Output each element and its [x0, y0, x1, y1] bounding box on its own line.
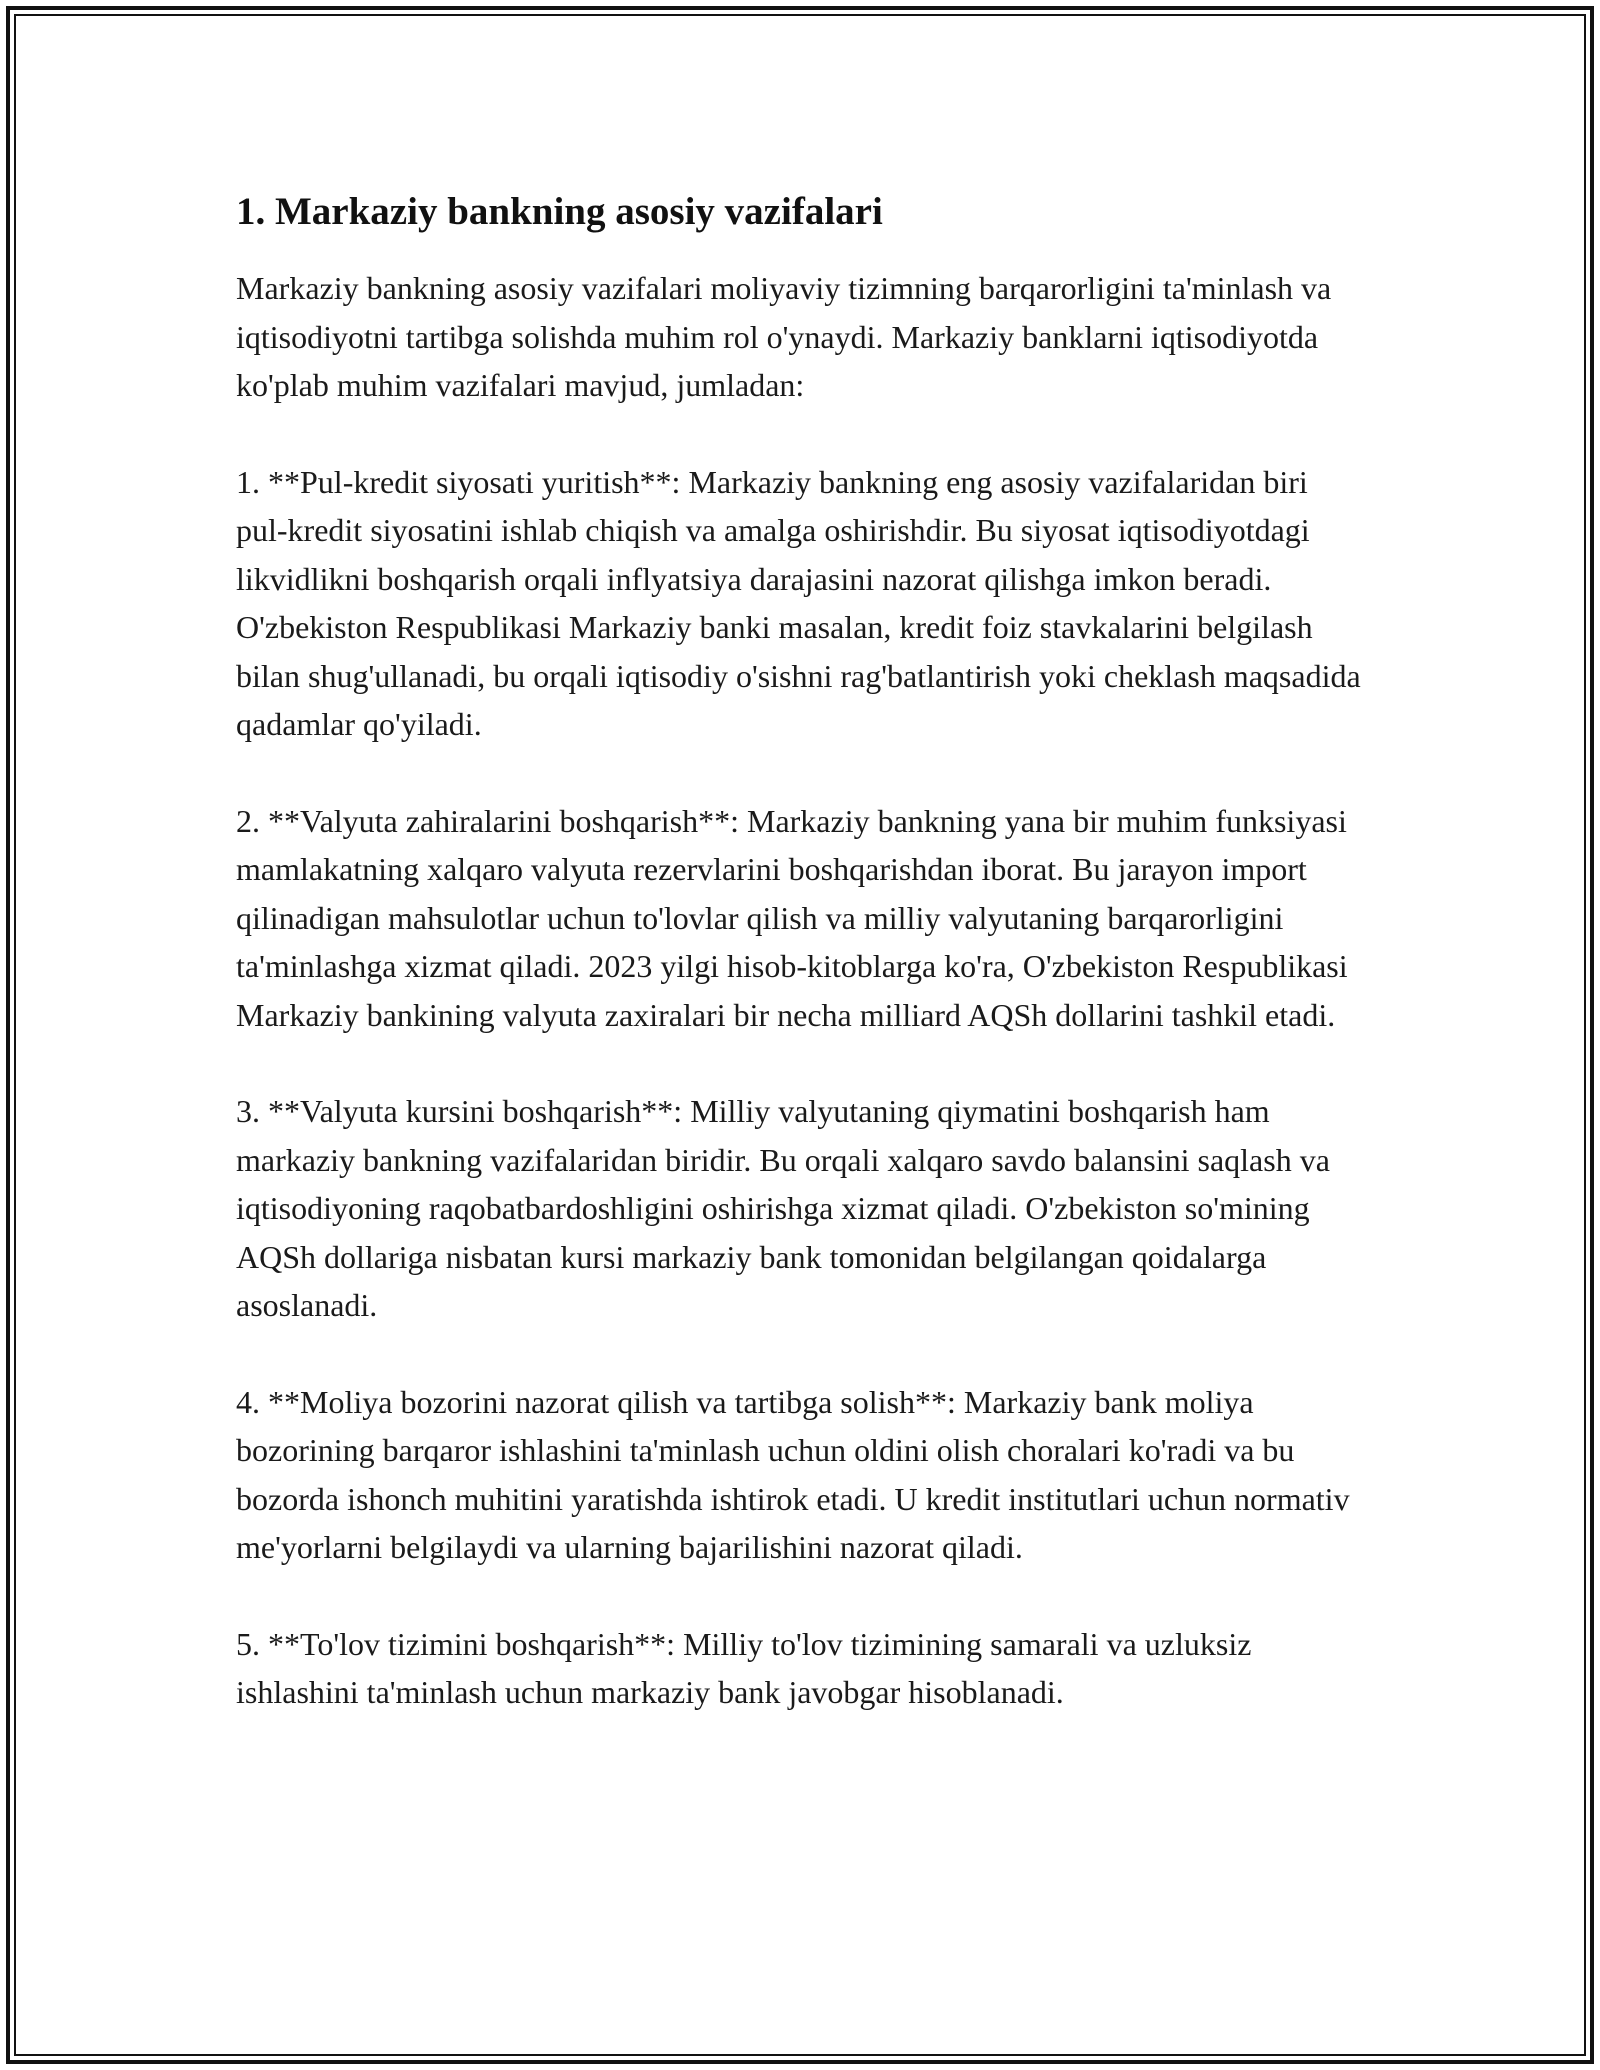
list-item-financial-market: 4. **Moliya bozorini nazorat qilish va tartibga solish**: Markaziy bank moliya bozorining barqaror ishlashini ta'minlash uchun oldini olish choralari ko'radi va bu bozorda ishonch muhitini yaratishda ishtirok etadi. U kredit institutlari uchun normativ me'yorlarni belgilaydi va ularning bajarilishini nazorat qiladi.	[236, 1383, 1350, 1565]
intro-paragraph: Markaziy bankning asosiy vazifalari moliyaviy tizimning barqarorligini ta'minlash va iqtisodiyotni tartibga solishda muhim rol o'ynaydi. Markaziy banklarni iqtisodiyotda ko'plab muhim vazifalari mavjud, jumladan:	[236, 270, 1332, 403]
list-item-payment-system: 5. **To'lov tizimini boshqarish**: Milliy to'lov tizimining samarali va uzluksiz ishlashini ta'minlash uchun markaziy bank javobgar hisoblanadi.	[236, 1625, 1252, 1710]
section-heading: 1. Markaziy bankning asosiy vazifalari	[236, 190, 883, 233]
document-body	[236, 186, 1366, 1765]
list-item-currency-reserves: 2. **Valyuta zahiralarini boshqarish**: Markaziy bankning yana bir muhim funksiyasi mamlakatning xalqaro valyuta rezervlarini boshqarishdan iborat. Bu jarayon import qilinadigan mahsulotlar uchun to'lovlar qilish va milliy valyutaning barqarorligini ta'minlashga xizmat qiladi. 2023 yilgi hisob-kitoblarga ko'ra, O'zbekiston Respublikasi Markaziy bankining valyuta zaxiralari bir necha milliard AQSh dollarini tashkil etadi.	[236, 802, 1348, 1033]
list-item-monetary-policy: 1. **Pul-kredit siyosati yuritish**: Markaziy bankning eng asosiy vazifalaridan biri pul-kredit siyosatini ishlab chiqish va amalga oshirishdir. Bu siyosat iqtisodiyotdagi likvidlikni boshqarish orqali inflyatsiya darajasini nazorat qilishga imkon beradi. O'zbekiston Respublikasi Markaziy banki masalan, kredit foiz stavkalarini belgilash bilan shug'ullanadi, bu orqali iqtisodiy o'sishni rag'batlantirish yoki cheklash maqsadida qadamlar qo'yiladi.	[236, 463, 1361, 742]
list-item-exchange-rate: 3. **Valyuta kursini boshqarish**: Milliy valyutaning qiymatini boshqarish ham markaziy bankning vazifalaridan biridir. Bu orqali xalqaro savdo balansini saqlash va iqtisodiyoning raqobatbardoshligini oshirishga xizmat qiladi. O'zbekiston so'mining AQSh dollariga nisbatan kursi markaziy bank tomonidan belgilangan qoidalarga asoslanadi.	[236, 1093, 1330, 1323]
